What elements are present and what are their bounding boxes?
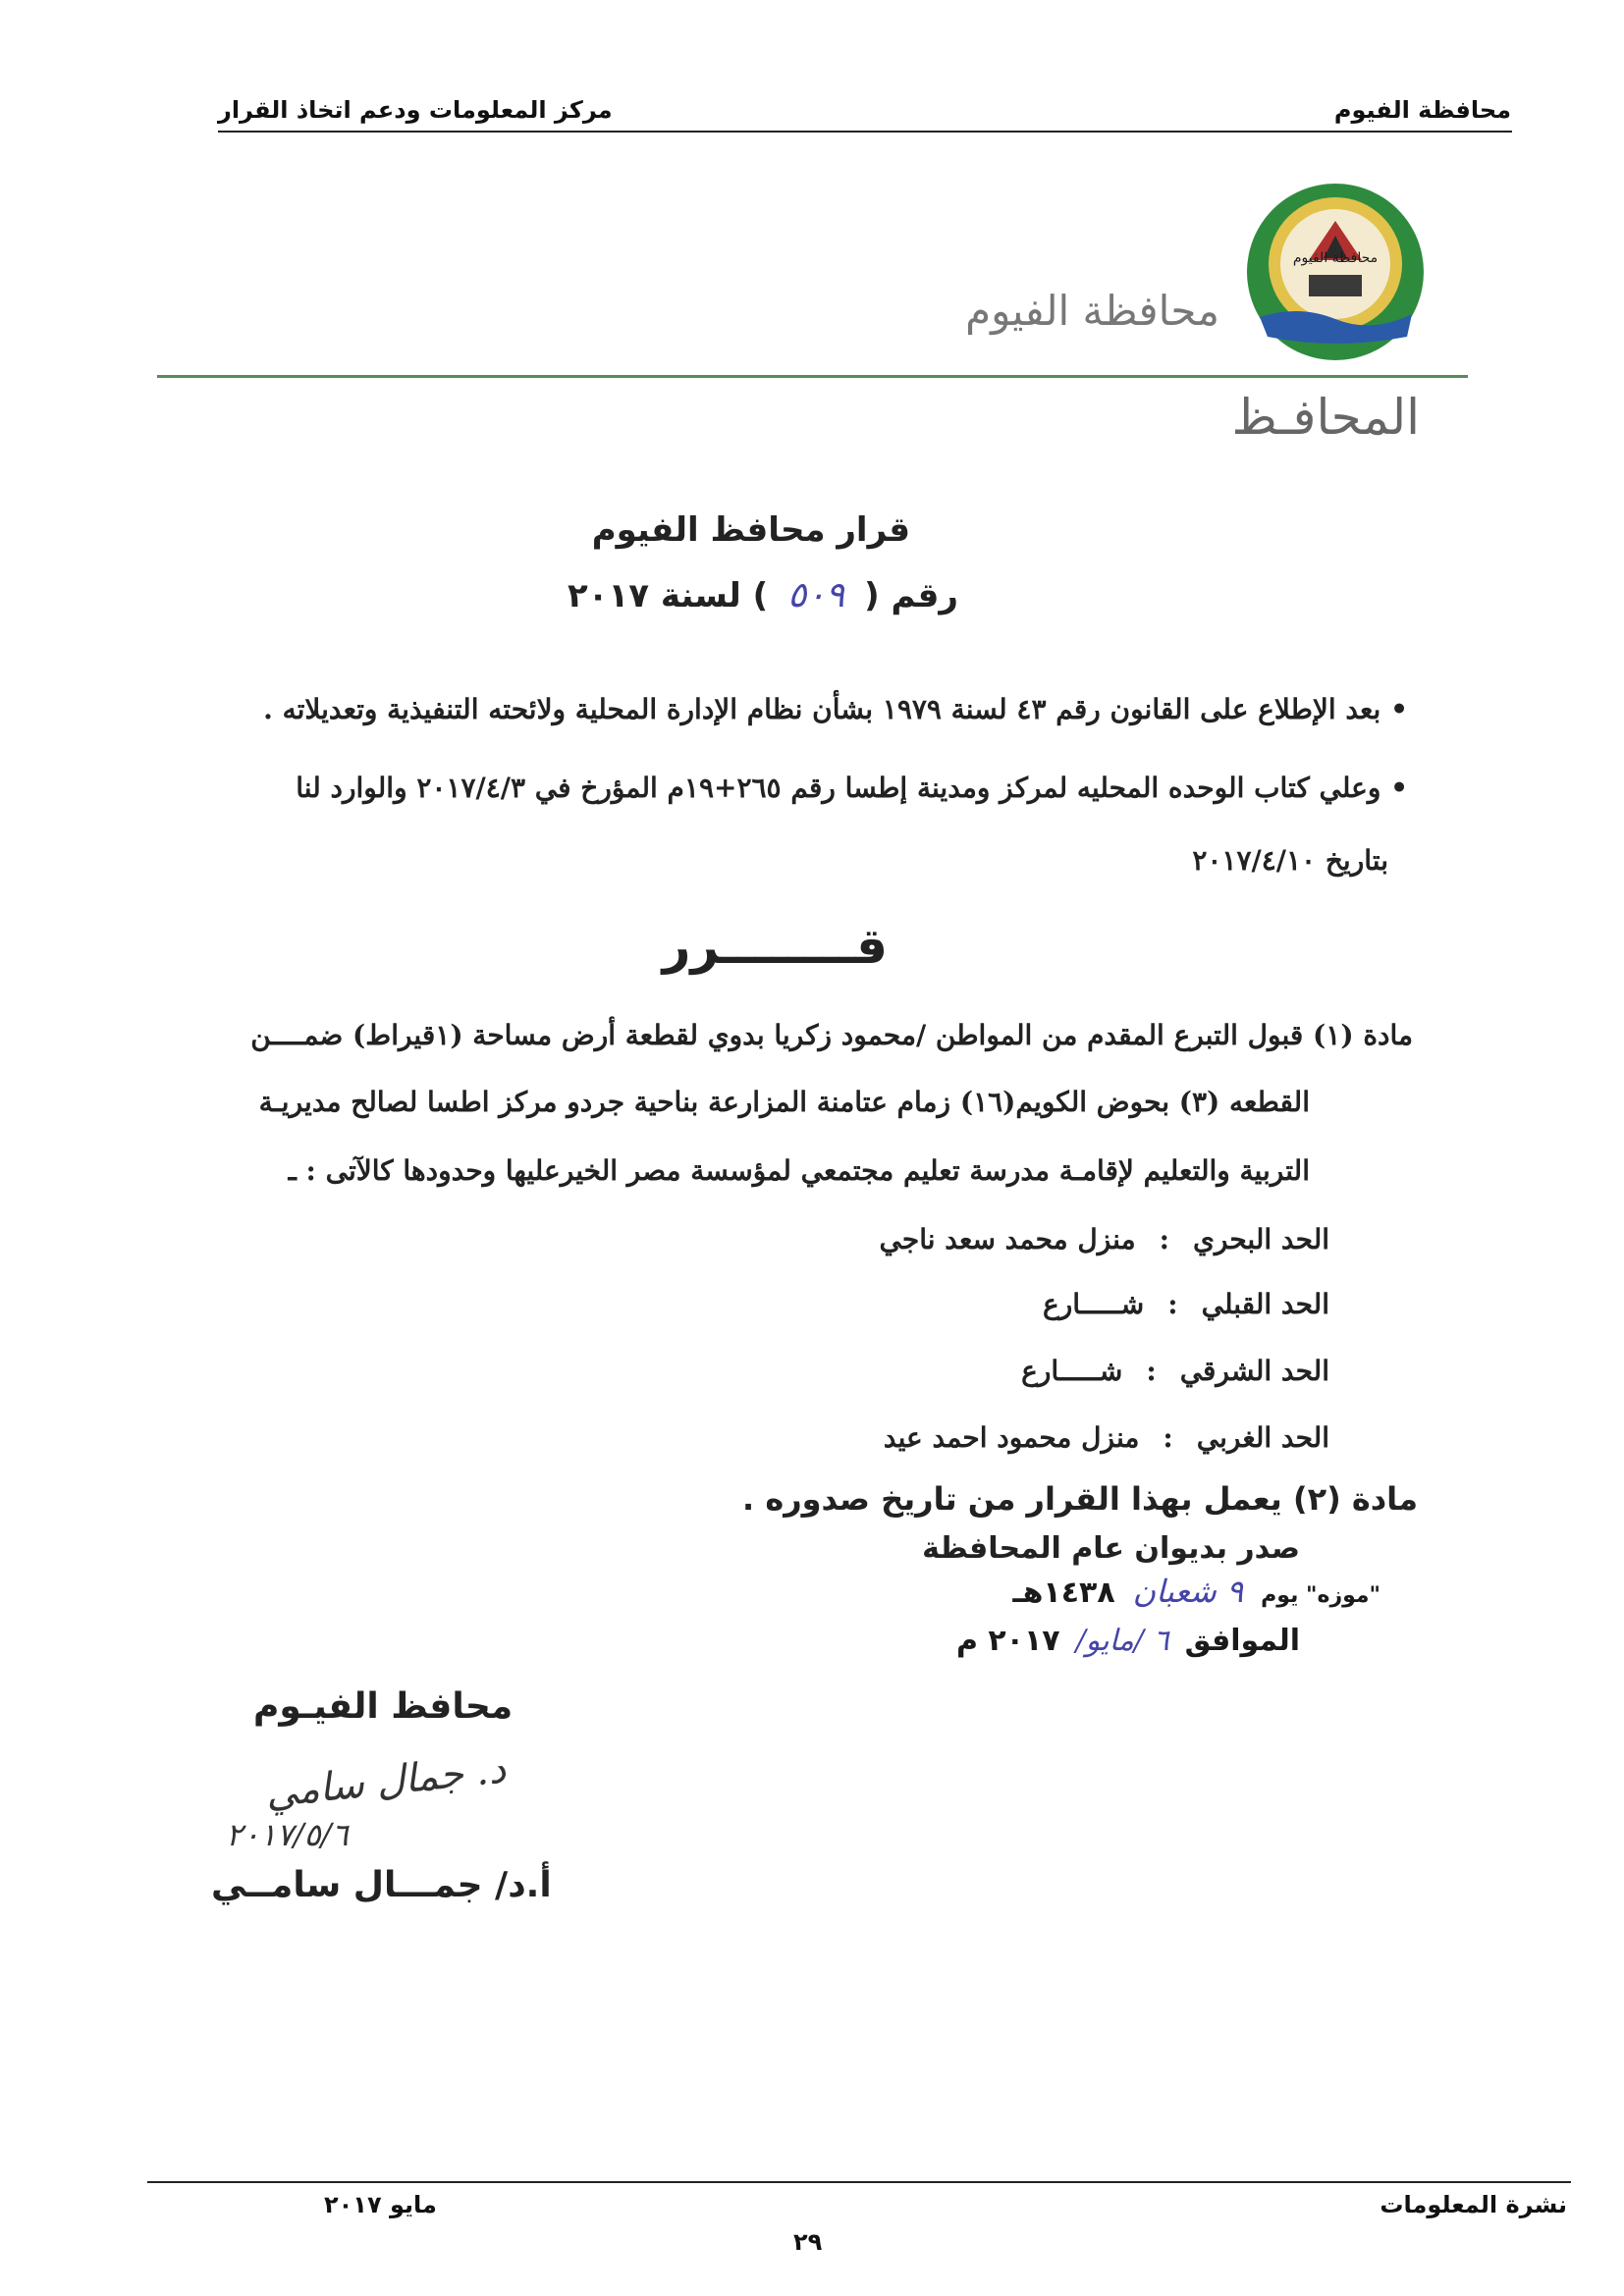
boundary-value: شـــــارع xyxy=(1021,1355,1123,1387)
article2: مادة (٢) يعمل بهذا القرار من تاريخ صدوره . xyxy=(742,1480,1418,1518)
boundary-separator: : xyxy=(1146,1355,1157,1387)
header-center: مركز المعلومات ودعم اتخاذ القرار xyxy=(218,96,613,124)
decree-number-prefix: رقم ( xyxy=(864,576,958,615)
issuance-hijri-date xyxy=(1012,1573,1380,1610)
boundary-separator: : xyxy=(1163,1421,1173,1454)
issuance-greg-label: الموافق xyxy=(1184,1624,1300,1658)
boundary-separator: : xyxy=(1167,1288,1178,1320)
footer-date: مايو ٢٠١٧ xyxy=(324,2191,437,2218)
preamble-line-1: • بعد الإطلاع على القانون رقم ٤٣ لسنة ١٩٧٩ بشأن نظام الإدارة المحلية ولائحته التنفيذية وتعديلاته . xyxy=(263,693,1408,725)
issuance-line: صدر بديوان عام المحافظة xyxy=(922,1531,1300,1566)
boundary-side: الحد القبلي xyxy=(1201,1288,1329,1320)
decree-number-suffix: ) لسنة ٢٠١٧ xyxy=(568,576,769,615)
preamble-line-2: • وعلي كتاب الوحده المحليه لمركز ومدينة إطسا رقم ٢٦٥+١٩م المؤرخ في ٢٠١٧/٤/٣ والوارد لنا xyxy=(296,772,1408,804)
decision-heading: قــــــــرر xyxy=(662,918,888,975)
decree-title: قرار محافظ الفيوم xyxy=(591,510,910,550)
boundary-side: الحد الشرقي xyxy=(1179,1355,1329,1387)
preamble-line-3: بتاريخ ٢٠١٧/٤/١٠ xyxy=(1192,844,1388,877)
issuance-greg-date xyxy=(956,1624,1300,1658)
signature-title: محافظ الفيـوم xyxy=(253,1686,514,1727)
emblem-text: محافظة الفيوم xyxy=(1292,250,1379,266)
decree-number-handwritten: ٥٠٩ xyxy=(787,575,845,615)
signature-date-handwritten: ٢٠١٧/٥/٦ xyxy=(226,1816,349,1853)
signatory-name: أ.د/ جمـــال سامــي xyxy=(211,1865,552,1905)
boundary-value: منزل محمد سعد ناجي xyxy=(879,1223,1136,1255)
letterhead-rule xyxy=(157,375,1468,378)
boundary-west xyxy=(884,1421,1329,1454)
article1-line-3: التربية والتعليم لإقامـة مدرسة تعليم مجتمعي لمؤسسة مصر الخيرعليها وحدودها كالآتى : ـ xyxy=(288,1154,1310,1187)
governorate-name: محافظة الفيوم xyxy=(965,287,1219,335)
footer-rule xyxy=(147,2181,1571,2183)
article1-line-1: مادة (١) قبول التبرع المقدم من المواطن /محمود زكريا بدوي لقطعة أرض مساحة (١قيراط) ضمــــن xyxy=(250,1019,1413,1051)
boundary-value: شـــــارع xyxy=(1043,1288,1145,1320)
issuance-day-label: "موزه" يوم xyxy=(1261,1583,1380,1608)
header-governorate: محافظة الفيوم xyxy=(1333,96,1511,124)
boundary-north xyxy=(880,1223,1329,1255)
decree-number-line xyxy=(568,575,958,615)
boundary-side: الحد الغربي xyxy=(1196,1421,1329,1454)
issuance-hijri-year: ١٤٣٨هـ xyxy=(1012,1575,1115,1610)
boundary-east xyxy=(1021,1355,1329,1387)
issuance-greg-handwritten: ٦ /مايو/ xyxy=(1075,1624,1169,1658)
signature-handwritten: د. جمال سامي xyxy=(263,1746,509,1817)
article1-line-2: القطعه (٣) بحوض الكويم(١٦) زمام عتامنة المزارعة بناحية جردو مركز اطسا لصالح مديريـة xyxy=(258,1086,1310,1118)
boundary-south xyxy=(1043,1288,1329,1320)
governorate-emblem xyxy=(1240,182,1432,362)
issuance-greg-year: ٢٠١٧ م xyxy=(955,1624,1060,1658)
boundary-separator: : xyxy=(1159,1223,1169,1255)
governor-office: المحافـظ xyxy=(1231,389,1420,446)
boundary-value: منزل محمود احمد عيد xyxy=(883,1421,1140,1454)
footer-bulletin: نشرة المعلومات xyxy=(1380,2191,1567,2218)
boundary-side: الحد البحري xyxy=(1192,1223,1329,1255)
header-rule xyxy=(218,131,1512,133)
issuance-day-handwritten: ٩ شعبان xyxy=(1132,1573,1244,1610)
page-number: ٢٩ xyxy=(793,2228,823,2256)
